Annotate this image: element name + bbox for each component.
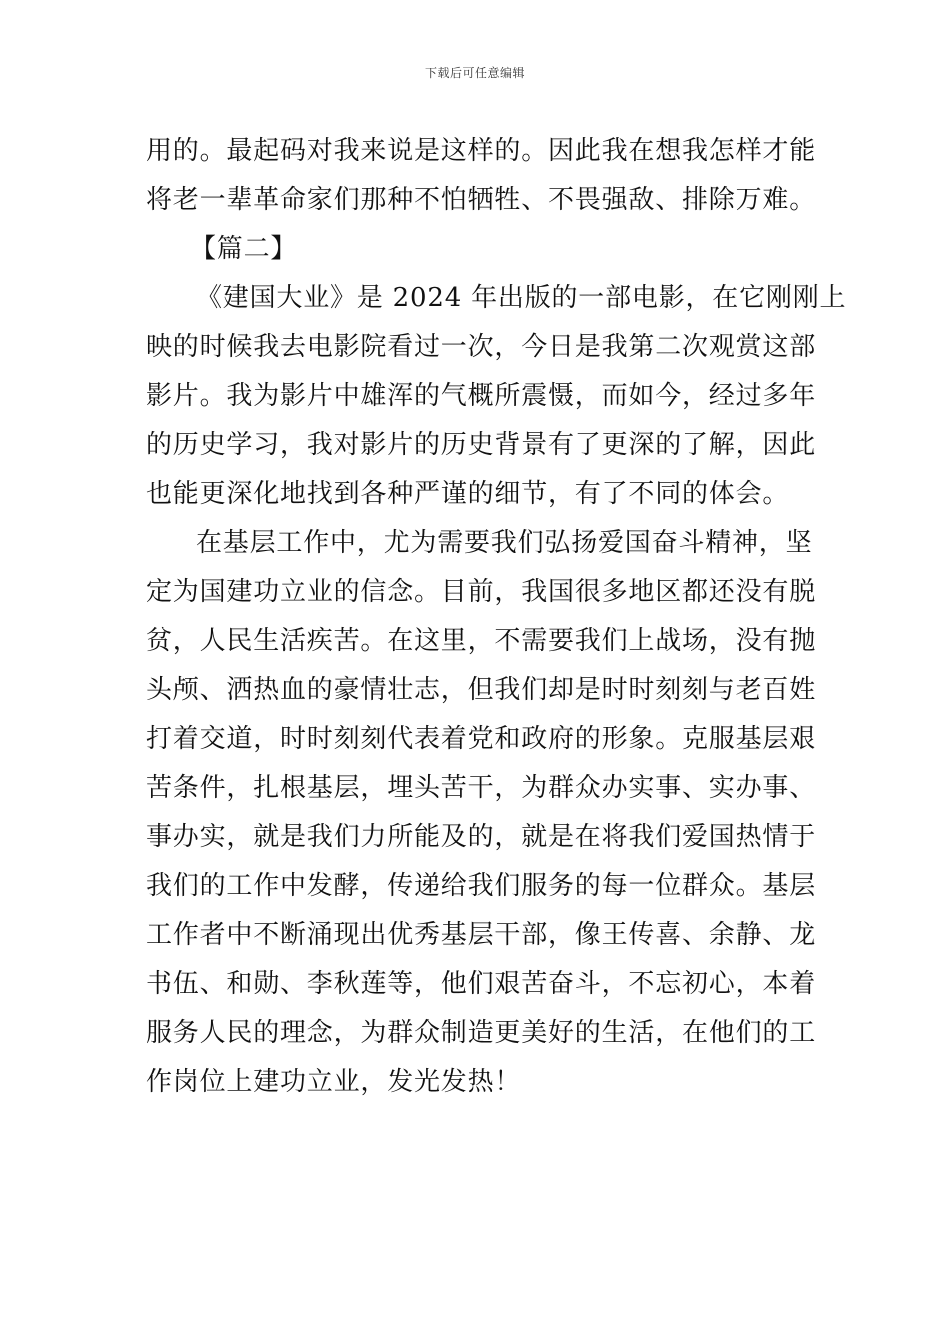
text-line: 打着交道，时时刻刻代表着党和政府的形象。克服基层艰	[146, 724, 817, 754]
text-line: 作岗位上建功立业，发光发热！	[146, 1067, 522, 1097]
text-line: 映的时候我去电影院看过一次，今日是我第二次观赏这部	[146, 332, 817, 362]
text-line: 用的。最起码对我来说是这样的。因此我在想我怎样才能	[146, 136, 817, 166]
document-body	[146, 127, 847, 1107]
text-line: 也能更深化地找到各种严谨的细节，有了不同的体会。	[146, 479, 790, 509]
text-line: 服务人民的理念，为群众制造更美好的生活，在他们的工	[146, 1018, 817, 1048]
text-line: 将老一辈革命家们那种不怕牺牲、不畏强敌、排除万难。	[146, 185, 817, 215]
text-line: 书伍、和勋、李秋莲等，他们艰苦奋斗，不忘初心，本着	[146, 969, 817, 999]
header-note: 下载后可任意编辑	[424, 66, 525, 80]
text-line: 影片。我为影片中雄浑的气概所震慑，而如今，经过多年	[146, 381, 817, 411]
text-line: 的历史学习，我对影片的历史背景有了更深的了解，因此	[146, 430, 817, 460]
text-line: 定为国建功立业的信念。目前，我国很多地区都还没有脱	[146, 577, 817, 607]
text-line: 贫，人民生活疾苦。在这里，不需要我们上战场，没有抛	[146, 626, 817, 656]
text-line: 苦条件，扎根基层，埋头苦干，为群众办实事、实办事、	[146, 773, 817, 803]
text-line: 《建国大业》是 2024 年出版的一部电影，在它刚刚上	[196, 283, 847, 313]
text-line: 工作者中不断涌现出优秀基层干部，像王传喜、余静、龙	[146, 920, 817, 950]
section-heading: 【篇二】	[190, 234, 298, 264]
text-line: 在基层工作中，尤为需要我们弘扬爱国奋斗精神，坚	[196, 528, 813, 558]
text-line: 事办实，就是我们力所能及的，就是在将我们爱国热情于	[146, 822, 817, 852]
text-line: 头颅、洒热血的豪情壮志，但我们却是时时刻刻与老百姓	[146, 675, 817, 705]
text-line: 我们的工作中发酵，传递给我们服务的每一位群众。基层	[146, 871, 817, 901]
